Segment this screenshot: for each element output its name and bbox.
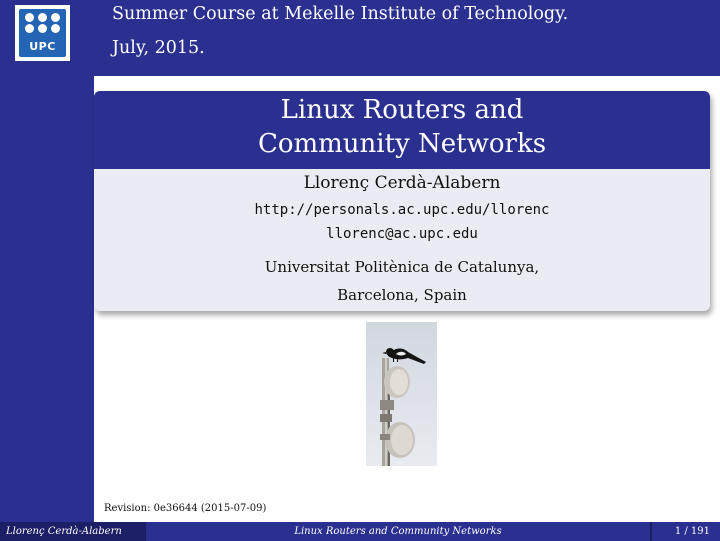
revision-label: Revision: 0e36644 (2015-07-09) [104, 503, 267, 514]
author-name: Llorenç Cerdà-Alabern [303, 173, 501, 193]
title-line-2: Community Networks [257, 129, 547, 159]
antenna-magpie-photo [366, 322, 437, 466]
sidebar [0, 0, 94, 522]
footer-page-number: 1 / 191 [652, 522, 720, 541]
author-block [94, 167, 710, 311]
course-title: Summer Course at Mekelle Institute of Technology. [112, 4, 569, 24]
author-url: http://personals.ac.upc.edu/llorenc [254, 202, 550, 218]
institution-line-1: Universitat Politènica de Catalunya, [264, 258, 540, 276]
title-line-1: Linux Routers and [280, 95, 524, 125]
upc-logo-icon [19, 9, 66, 57]
antenna-photo-illustration [366, 322, 437, 466]
author-email: llorenc@ac.upc.edu [326, 226, 478, 242]
footer-bar [0, 522, 720, 541]
footer-author: Llorenç Cerdà-Alabern [6, 526, 122, 537]
upc-logo [15, 5, 70, 61]
institution-line-2: Barcelona, Spain [337, 286, 467, 304]
title-block [94, 91, 710, 311]
presentation-title [94, 91, 710, 169]
logo-text: UPC [29, 40, 56, 53]
footer-title: Linux Routers and Community Networks [146, 522, 650, 541]
course-date: July, 2015. [112, 38, 205, 58]
